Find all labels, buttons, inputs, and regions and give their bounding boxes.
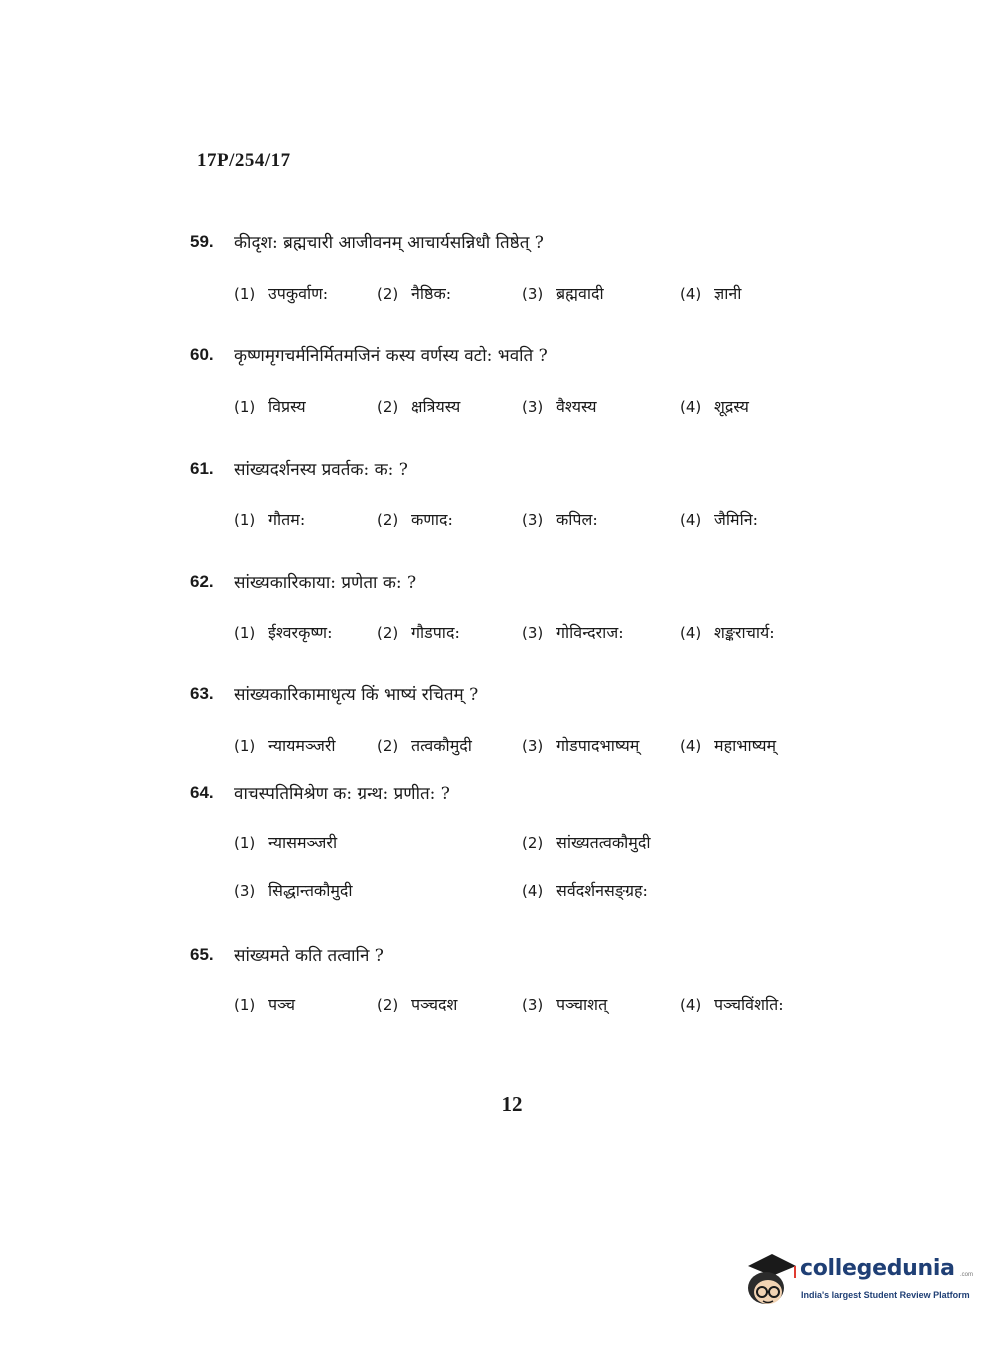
option: [522, 993, 607, 1015]
option: [680, 282, 741, 304]
option: [680, 508, 758, 530]
option: [522, 395, 596, 417]
question-number: 63.: [190, 684, 214, 703]
option-number: (2): [377, 624, 399, 642]
paper-code: 17P/254/17: [197, 150, 291, 171]
option-text: गौडपाद:: [411, 623, 460, 642]
option: [522, 831, 651, 853]
option-number: (1): [234, 737, 256, 755]
option: [680, 621, 775, 643]
option: [680, 395, 749, 417]
option-text: तत्वकौमुदी: [411, 736, 472, 755]
question-number: 64.: [190, 783, 214, 802]
option: [522, 621, 624, 643]
option: [522, 879, 648, 901]
option-number: (4): [680, 737, 702, 755]
option: [377, 734, 472, 756]
option-text: विप्रस्य: [268, 397, 306, 416]
page-number: 12: [501, 1092, 523, 1116]
option-number: (3): [522, 398, 544, 416]
option-text: पञ्चविंशति:: [714, 995, 784, 1014]
question-number: 62.: [190, 572, 214, 591]
option: [234, 993, 295, 1015]
option-number: (4): [680, 624, 702, 642]
option-text: न्यासमञ्जरी: [268, 833, 338, 852]
option: [234, 734, 336, 756]
question-text: सांख्यदर्शनस्य प्रवर्तक: क: ?: [234, 460, 408, 480]
option: [234, 621, 333, 643]
option-text: पञ्च: [268, 995, 296, 1014]
option-text: ब्रह्मवादी: [556, 284, 604, 303]
question-text: सांख्यकारिकामाधृत्य किं भाष्यं रचितम् ?: [234, 685, 479, 705]
option-number: (1): [234, 996, 256, 1014]
option: [377, 395, 460, 417]
option-number: (2): [377, 285, 399, 303]
option-text: सर्वदर्शनसङ्ग्रह:: [556, 881, 648, 900]
option-number: (3): [522, 285, 544, 303]
option-number: (2): [377, 737, 399, 755]
option-number: (4): [522, 882, 544, 900]
option-number: (2): [377, 398, 399, 416]
logo-domain: .com: [960, 1272, 974, 1278]
question-number: 59.: [190, 232, 214, 251]
option: [234, 831, 337, 853]
option-text: गोडपादभाष्यम्: [556, 736, 640, 755]
option-number: (3): [522, 996, 544, 1014]
option: [680, 993, 784, 1015]
option-text: पञ्चदश: [411, 995, 458, 1014]
option-number: (1): [234, 624, 256, 642]
option-number: (2): [377, 996, 399, 1014]
option-number: (4): [680, 398, 702, 416]
question-number: 61.: [190, 459, 214, 478]
option-text: उपकुर्वाण:: [268, 284, 329, 303]
option-number: (1): [234, 398, 256, 416]
question-text: सांख्यकारिकाया: प्रणेता क: ?: [234, 573, 417, 593]
option-number: (3): [522, 624, 544, 642]
question-text: कृष्णमृगचर्मनिर्मितमजिनं कस्य वर्णस्य वटो: भवति ?: [234, 346, 548, 366]
option-number: (4): [680, 996, 702, 1014]
option-number: (3): [234, 882, 256, 900]
option-number: (1): [234, 834, 256, 852]
option-number: (4): [680, 285, 702, 303]
option-text: ईश्वरकृष्ण:: [268, 623, 333, 642]
option: [377, 993, 457, 1015]
option-number: (3): [522, 511, 544, 529]
question-text: वाचस्पतिमिश्रेण क: ग्रन्थ: प्रणीत: ?: [234, 784, 450, 804]
option: [377, 621, 460, 643]
option: [680, 734, 776, 756]
option-number: (1): [234, 285, 256, 303]
option: [377, 282, 451, 304]
collegedunia-logo: [742, 1248, 974, 1312]
question-number: 65.: [190, 945, 214, 964]
question-text: सांख्यमते कति तत्वानि ?: [234, 946, 384, 966]
option-text: गोविन्दराज:: [556, 623, 624, 642]
option: [522, 734, 639, 756]
option-text: ज्ञानी: [714, 284, 742, 303]
option-number: (2): [377, 511, 399, 529]
option-text: महाभाष्यम्: [714, 736, 777, 755]
option-text: गौतम:: [268, 510, 306, 529]
question-text: कीदृश: ब्रह्मचारी आजीवनम् आचार्यसन्निधौ तिष्ठेत् ?: [234, 233, 544, 253]
option-number: (2): [522, 834, 544, 852]
logo-tagline: India's largest Student Review Platform: [801, 1290, 970, 1300]
option-text: जैमिनि:: [714, 510, 758, 529]
option-number: (4): [680, 511, 702, 529]
option-text: सिद्धान्तकौमुदी: [268, 881, 353, 900]
option-text: पञ्चाशत्: [556, 995, 608, 1014]
option: [522, 282, 604, 304]
option: [522, 508, 598, 530]
option-text: शङ्कराचार्य:: [714, 623, 775, 642]
student-mascot-icon: [742, 1248, 800, 1312]
option-text: सांख्यतत्वकौमुदी: [556, 833, 651, 852]
option-text: शूद्रस्य: [714, 397, 749, 416]
option: [234, 879, 353, 901]
question-number: 60.: [190, 345, 214, 364]
option-number: (1): [234, 511, 256, 529]
option-text: क्षत्रियस्य: [411, 397, 461, 416]
option-number: (3): [522, 737, 544, 755]
option: [234, 508, 305, 530]
option-text: न्यायमञ्जरी: [268, 736, 336, 755]
option: [377, 508, 453, 530]
logo-wordmark: collegedunia: [800, 1256, 955, 1281]
option: [234, 395, 306, 417]
option-text: कपिल:: [556, 510, 598, 529]
option-text: कणाद:: [411, 510, 453, 529]
option-text: वैश्यस्य: [556, 397, 597, 416]
option-text: नैष्ठिक:: [411, 284, 452, 303]
option: [234, 282, 328, 304]
